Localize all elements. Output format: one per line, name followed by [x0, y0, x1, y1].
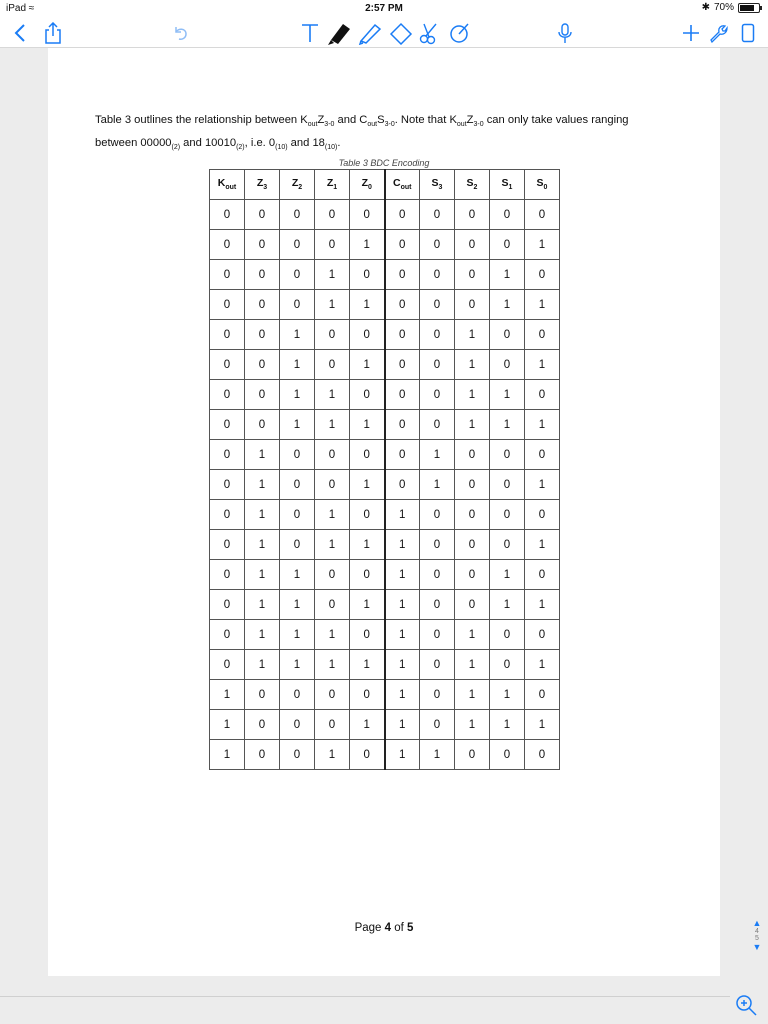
table-cell: 1: [525, 530, 560, 560]
pager-up-icon[interactable]: ▲: [752, 918, 762, 928]
page-number: Page 4 of 5: [354, 922, 414, 934]
table-cell: 0: [350, 440, 385, 470]
table-cell: 0: [420, 290, 455, 320]
table-cell: 1: [525, 350, 560, 380]
table-cell: 0: [455, 530, 490, 560]
table-cell: 0: [350, 200, 385, 230]
table-cell: 0: [245, 350, 280, 380]
table-cell: 0: [280, 740, 315, 770]
table-cell: 1: [420, 440, 455, 470]
table-cell: 1: [490, 680, 525, 710]
table-cell: 1: [350, 410, 385, 440]
table-cell: 1: [315, 530, 350, 560]
table-row: [210, 230, 560, 260]
table-cell: 0: [245, 410, 280, 440]
plus-icon[interactable]: [680, 20, 702, 46]
table-cell: 0: [210, 260, 245, 290]
table-cell: 0: [490, 350, 525, 380]
zoom-icon[interactable]: [734, 993, 762, 1021]
table-cell: 0: [455, 230, 490, 260]
clock: 2:57 PM: [365, 3, 403, 14]
table-cell: 0: [350, 380, 385, 410]
table-cell: 1: [525, 590, 560, 620]
scissors-icon[interactable]: [416, 20, 444, 46]
table-cell: 0: [210, 320, 245, 350]
table-cell: 1: [525, 710, 560, 740]
table-cell: 1: [315, 500, 350, 530]
table-cell: 0: [525, 740, 560, 770]
table-cell: 0: [280, 680, 315, 710]
undo-icon[interactable]: [170, 20, 192, 46]
table-cell: 0: [490, 740, 525, 770]
table-cell: 0: [245, 740, 280, 770]
table-cell: 0: [210, 560, 245, 590]
table-cell: 1: [455, 680, 490, 710]
table-cell: 0: [315, 590, 350, 620]
table-cell: 0: [315, 200, 350, 230]
table-cell: 1: [490, 590, 525, 620]
table-cell: 0: [490, 470, 525, 500]
table-cell: 0: [385, 290, 420, 320]
table-cell: 0: [490, 200, 525, 230]
pager-next[interactable]: 5: [755, 935, 759, 942]
table-cell: 0: [420, 500, 455, 530]
table-cell: 0: [525, 260, 560, 290]
table-cell: 1: [455, 350, 490, 380]
battery-percent: 70%: [713, 2, 734, 13]
table-cell: 0: [455, 290, 490, 320]
table-cell: 0: [490, 530, 525, 560]
table-cell: 0: [210, 440, 245, 470]
table-cell: 0: [280, 500, 315, 530]
table-cell: 1: [315, 650, 350, 680]
table-cell: 1: [385, 620, 420, 650]
table-cell: 1: [525, 290, 560, 320]
table-cell: 0: [455, 260, 490, 290]
table-cell: 0: [245, 380, 280, 410]
battery-area: [702, 2, 760, 13]
table-caption: Table 3 BDC Encoding: [338, 158, 430, 168]
table-cell: 1: [455, 650, 490, 680]
microphone-icon[interactable]: [554, 20, 576, 46]
table-cell: 1: [350, 230, 385, 260]
table-cell: 0: [210, 530, 245, 560]
table-row: [210, 320, 560, 350]
table-cell: 0: [455, 200, 490, 230]
table-cell: 0: [420, 350, 455, 380]
table-cell: 0: [315, 680, 350, 710]
table-cell: 1: [350, 350, 385, 380]
table-cell: 0: [420, 650, 455, 680]
table-cell: 0: [245, 320, 280, 350]
toolbar: [0, 18, 768, 48]
table-cell: 1: [245, 650, 280, 680]
table-cell: 1: [280, 560, 315, 590]
column-header: $S_0$: [525, 170, 560, 200]
table-cell: 0: [420, 410, 455, 440]
table-cell: 0: [280, 440, 315, 470]
table-cell: 1: [385, 590, 420, 620]
table-cell: 0: [350, 740, 385, 770]
table-header-row: [210, 170, 560, 200]
table-cell: 1: [350, 470, 385, 500]
table-cell: 1: [490, 710, 525, 740]
table-cell: 1: [245, 530, 280, 560]
table-cell: 1: [385, 740, 420, 770]
table-cell: 1: [350, 710, 385, 740]
table-cell: 0: [455, 590, 490, 620]
column-header: $S_3$: [420, 170, 455, 200]
table-cell: 1: [455, 410, 490, 440]
table-cell: 0: [245, 260, 280, 290]
back-chevron-icon[interactable]: [10, 20, 30, 46]
column-header: $S_1$: [490, 170, 525, 200]
table-cell: 0: [210, 380, 245, 410]
table-cell: 0: [315, 350, 350, 380]
table-cell: 0: [245, 680, 280, 710]
table-row: [210, 740, 560, 770]
table-cell: 1: [315, 260, 350, 290]
table-cell: 0: [525, 320, 560, 350]
table-cell: 0: [350, 500, 385, 530]
table-cell: 0: [455, 740, 490, 770]
table-cell: 0: [525, 440, 560, 470]
table-cell: 1: [210, 680, 245, 710]
page-navigator[interactable]: [750, 918, 764, 952]
table-cell: 0: [420, 590, 455, 620]
table-row: [210, 500, 560, 530]
table-cell: 1: [385, 500, 420, 530]
table-cell: 1: [385, 530, 420, 560]
table-cell: 1: [420, 740, 455, 770]
table-cell: 0: [210, 620, 245, 650]
table-cell: 0: [525, 620, 560, 650]
table-cell: 1: [245, 500, 280, 530]
table-cell: 0: [455, 440, 490, 470]
table-cell: 1: [525, 650, 560, 680]
table-cell: 0: [455, 560, 490, 590]
battery-icon: [738, 3, 760, 13]
table-cell: 0: [385, 440, 420, 470]
table-cell: 0: [210, 650, 245, 680]
table-cell: 0: [315, 560, 350, 590]
pages-icon[interactable]: [738, 20, 758, 46]
table-cell: 1: [315, 380, 350, 410]
table-cell: 1: [315, 620, 350, 650]
table-row: [210, 290, 560, 320]
table-cell: 0: [490, 650, 525, 680]
table-cell: 1: [280, 380, 315, 410]
marker-icon[interactable]: [324, 20, 354, 46]
table-cell: 0: [385, 410, 420, 440]
pager-down-icon[interactable]: ▼: [752, 942, 762, 952]
table-row: [210, 620, 560, 650]
table-row: [210, 440, 560, 470]
table-cell: 1: [525, 230, 560, 260]
table-cell: 0: [315, 470, 350, 500]
table-cell: 0: [525, 200, 560, 230]
column-header: $K_{out}$: [210, 170, 245, 200]
table-cell: 1: [455, 710, 490, 740]
intro-paragraph: Table 3 outlines the relationship between $K_{out}Z_{3-0}$ and $C_{out}S_{3-0}$. Note that $K_{out}Z_{3-0}$ can only take values ranging between $00000_{(2)}$ and $10010_{(2)}$, i.e. $0_{(10)}$ and $18_{(10)}$.: [95, 114, 629, 152]
document-page: [48, 48, 720, 976]
table-cell: 0: [490, 320, 525, 350]
table-cell: 0: [210, 230, 245, 260]
table-cell: 0: [280, 200, 315, 230]
table-cell: 0: [385, 380, 420, 410]
table-row: [210, 530, 560, 560]
table-cell: 1: [490, 380, 525, 410]
table-cell: 0: [420, 530, 455, 560]
table-cell: 0: [420, 260, 455, 290]
wifi-icon: ≈: [28, 3, 35, 14]
table-cell: 1: [280, 620, 315, 650]
table-cell: 1: [490, 260, 525, 290]
column-header: $S_2$: [455, 170, 490, 200]
table-cell: 0: [490, 440, 525, 470]
table-cell: 0: [350, 260, 385, 290]
table-cell: 0: [420, 320, 455, 350]
table-cell: 1: [385, 560, 420, 590]
table-cell: 0: [210, 590, 245, 620]
table-cell: 1: [315, 410, 350, 440]
table-cell: 1: [280, 590, 315, 620]
share-icon[interactable]: [42, 20, 64, 46]
table-row: [210, 380, 560, 410]
table-cell: 1: [350, 290, 385, 320]
table-cell: 0: [210, 290, 245, 320]
table-cell: 0: [210, 500, 245, 530]
status-bar: [0, 0, 768, 18]
table-cell: 0: [210, 350, 245, 380]
table-cell: 1: [385, 710, 420, 740]
table-cell: 0: [245, 200, 280, 230]
table-cell: 0: [420, 560, 455, 590]
table-row: [210, 650, 560, 680]
text-tool-icon[interactable]: [298, 20, 322, 46]
table-cell: 0: [420, 680, 455, 710]
table-cell: 0: [245, 710, 280, 740]
table-cell: 0: [420, 620, 455, 650]
table-cell: 0: [315, 710, 350, 740]
table-row: [210, 470, 560, 500]
table-cell: 0: [385, 230, 420, 260]
table-cell: 0: [420, 710, 455, 740]
table-cell: 0: [280, 230, 315, 260]
table-cell: 1: [455, 380, 490, 410]
column-header: $Z_0$: [350, 170, 385, 200]
table-cell: 0: [525, 380, 560, 410]
table-cell: 0: [455, 470, 490, 500]
table-row: [210, 590, 560, 620]
table-cell: 0: [280, 710, 315, 740]
table-cell: 0: [315, 440, 350, 470]
table-cell: 1: [385, 680, 420, 710]
table-cell: 0: [490, 500, 525, 530]
table-cell: 1: [245, 560, 280, 590]
table-cell: 1: [420, 470, 455, 500]
table-cell: 0: [350, 560, 385, 590]
table-cell: 1: [280, 410, 315, 440]
table-row: [210, 200, 560, 230]
table-row: [210, 680, 560, 710]
table-cell: 0: [315, 320, 350, 350]
table-row: [210, 350, 560, 380]
table-cell: 0: [210, 410, 245, 440]
table-cell: 1: [210, 740, 245, 770]
table-cell: 0: [525, 680, 560, 710]
table-cell: 0: [280, 290, 315, 320]
table-row: [210, 410, 560, 440]
table-cell: 0: [525, 560, 560, 590]
table-cell: 1: [525, 470, 560, 500]
table-cell: 1: [350, 590, 385, 620]
table-cell: 0: [210, 200, 245, 230]
table-cell: 1: [315, 740, 350, 770]
table-cell: 1: [245, 620, 280, 650]
table-cell: 0: [245, 230, 280, 260]
table-cell: 0: [420, 380, 455, 410]
table-cell: 1: [490, 560, 525, 590]
table-cell: 0: [420, 200, 455, 230]
column-header: $Z_2$: [280, 170, 315, 200]
table-row: [210, 260, 560, 290]
table-cell: 1: [280, 650, 315, 680]
table-cell: 0: [280, 470, 315, 500]
table-cell: 0: [490, 230, 525, 260]
table-cell: 1: [280, 350, 315, 380]
pager-current[interactable]: 4: [755, 928, 759, 935]
table-row: [210, 710, 560, 740]
table-cell: 1: [350, 650, 385, 680]
table-cell: 1: [245, 470, 280, 500]
table-cell: 0: [245, 290, 280, 320]
table-row: [210, 560, 560, 590]
column-header: $Z_1$: [315, 170, 350, 200]
table-cell: 0: [350, 620, 385, 650]
table-cell: 1: [455, 320, 490, 350]
table-cell: 1: [490, 410, 525, 440]
device-label: iPad ≈: [6, 3, 35, 14]
table-cell: 0: [315, 230, 350, 260]
divider: [0, 996, 730, 997]
table-cell: 1: [210, 710, 245, 740]
column-header: $Z_3$: [245, 170, 280, 200]
table-cell: 1: [315, 290, 350, 320]
table-cell: 1: [525, 410, 560, 440]
table-cell: 1: [245, 590, 280, 620]
bdc-encoding-table: [209, 169, 560, 770]
table-cell: 0: [350, 680, 385, 710]
eraser-icon[interactable]: [386, 20, 416, 46]
table-cell: 0: [490, 620, 525, 650]
table-cell: 0: [385, 320, 420, 350]
table-cell: 1: [455, 620, 490, 650]
table-cell: 0: [280, 530, 315, 560]
pen-icon[interactable]: [355, 20, 385, 46]
table-cell: 1: [350, 530, 385, 560]
table-cell: 1: [245, 440, 280, 470]
table-cell: 0: [385, 350, 420, 380]
table-cell: 1: [490, 290, 525, 320]
table-cell: 0: [455, 500, 490, 530]
table-cell: 1: [385, 650, 420, 680]
table-cell: 0: [385, 470, 420, 500]
table-cell: 0: [350, 320, 385, 350]
table-cell: 0: [210, 470, 245, 500]
bluetooth-icon: ✱: [701, 2, 710, 13]
wrench-icon[interactable]: [706, 20, 730, 46]
table-cell: 0: [525, 500, 560, 530]
table-cell: 0: [280, 260, 315, 290]
table-cell: 0: [385, 200, 420, 230]
column-header: $C_{out}$: [385, 170, 420, 200]
lasso-icon[interactable]: [446, 20, 474, 46]
table-cell: 0: [420, 230, 455, 260]
table-cell: 1: [280, 320, 315, 350]
table-cell: 0: [385, 260, 420, 290]
